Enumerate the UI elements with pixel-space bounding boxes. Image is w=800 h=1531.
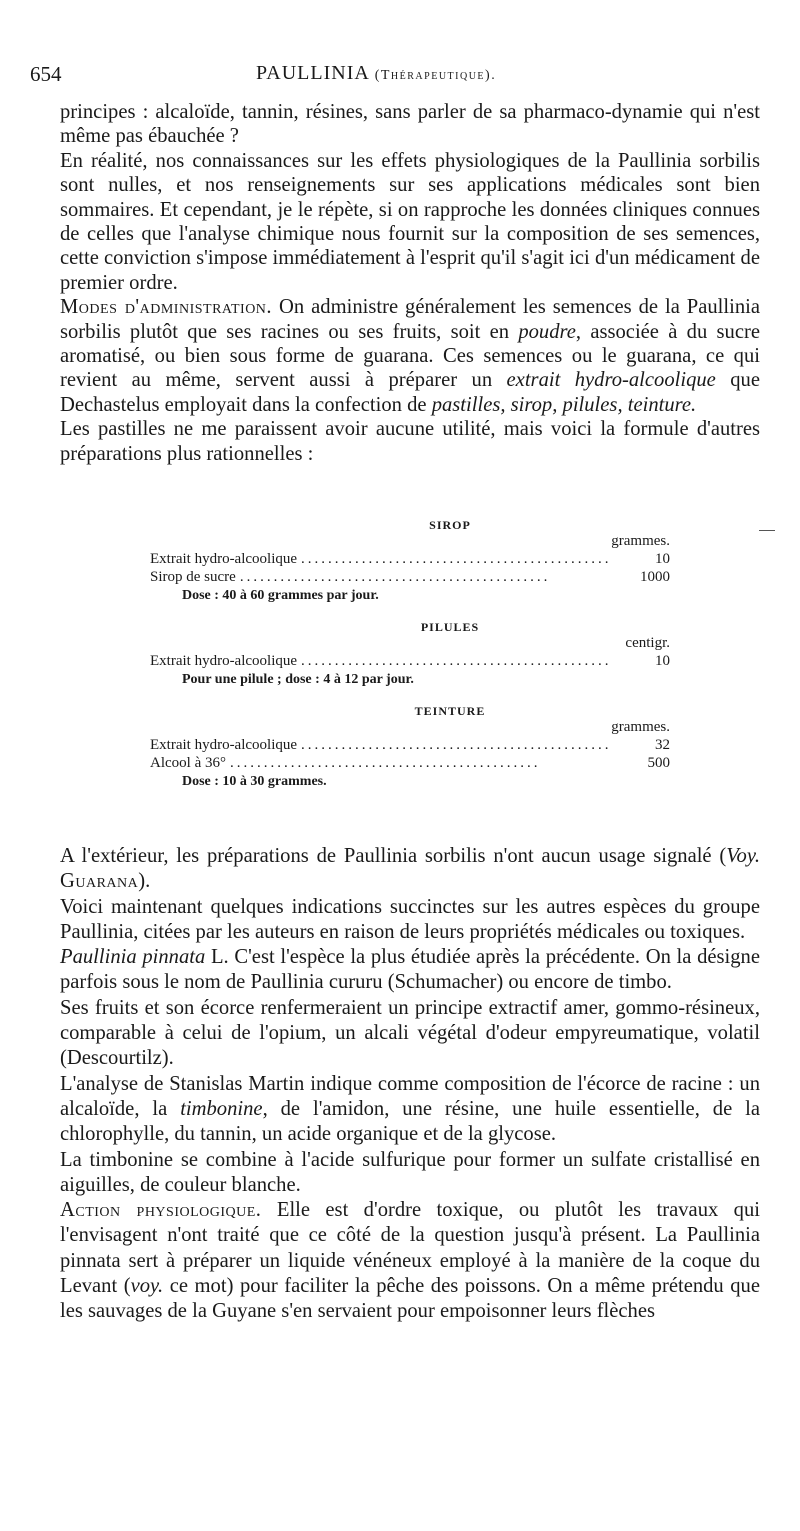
leader-dots: .............................................. [301,653,612,669]
recipe-pilules [150,620,670,690]
recipe-line [150,736,670,754]
running-title [256,62,496,85]
paragraph-principes: principes : alcaloïde, tannin, résines, sans parler de sa pharmaco-dynamie qui n'est même pas ébauchée ? [60,101,760,148]
running-title-sub: (Thérapeutique). [374,68,497,83]
modes-text-2: , associée à du sucre aromatisé, ou bien sous forme de guarana. Ces semences ou le guarana, ce qui revient au même, servent aussi à préparer un [60,320,760,392]
paragraph-fruits: Ses fruits et son écorce renfermeraient un principe extractif amer, gommo-résineux, comparable à celui de l'opium, un alcali végétal d'odeur empyreumatique, volatil (Descourtilz). [60,996,760,1070]
modes-text-3: que Dechastelus employait dans la confection de [60,369,760,416]
leader-dots: .............................................. [301,737,612,753]
paragraph-analyse [60,1072,760,1148]
modes-text-1: On administre généralement les semences de la Paullinia sorbilis plutôt que ses racines ou ses fruits, soit en [60,296,761,343]
modes-em-poudre: poudre [518,320,576,343]
species-name: Paullinia pinnata [60,946,206,969]
paragraph-modes [60,295,760,417]
modes-em-extrait: extrait hydro-alcoolique [506,369,716,392]
ingredient-name: Extrait hydro-alcoolique [150,653,298,669]
recipe-unit: grammes. [611,533,670,549]
timbonine-term: timbonine [180,1097,263,1120]
action-heading: Action physiologique. [60,1199,262,1222]
recipes-block [150,518,670,806]
analyse-text-1: L'analyse de Stanislas Martin indique comme composition de l'écorce de racine : un alcaloïde, la [60,1072,760,1120]
ingredient-qty: 32 [655,737,670,753]
recipe-line [150,652,670,670]
ingredient-qty: 500 [647,755,670,771]
ingredient-qty: 10 [655,551,670,567]
leader-dots: .............................................. [239,569,551,585]
paragraph-pinnata [60,945,760,996]
ingredient-qty: 1000 [640,569,670,585]
paragraph-exterieur [60,844,760,895]
recipe-unit: grammes. [611,719,670,735]
action-voy: voy. [130,1275,164,1298]
paragraph-action [60,1198,760,1324]
leader-dots: .............................................. [301,551,612,567]
exterieur-text-2: ). [138,870,151,893]
ingredient-name: Extrait hydro-alcoolique [150,551,298,567]
action-text-1: Elle est d'ordre toxique, ou plutôt les travaux qui l'envisagent n'ont traité que ce côté de la question jusqu'à présent. La Paullinia pinnata sert à préparer un liquide vénéneux employé à la manière de la coque du Levant ( [60,1199,760,1298]
recipe-dose: Dose : 10 à 30 grammes. [182,774,327,789]
page-header [30,62,770,92]
recipe-sirop [150,518,670,606]
recipe-line [150,550,670,568]
ingredient-name: Alcool à 36° [150,755,226,771]
ingredient-name: Sirop de sucre [150,569,236,585]
paragraph-voici: Voici maintenant quelques indications succinctes sur les autres espèces du groupe Paullinia, citées par les auteurs en raison de leurs propriétés médicales ou toxiques. [60,895,760,943]
recipe-unit: centigr. [625,635,670,651]
recipe-title: PILULES [420,620,480,634]
action-text-2: ce mot) pour faciliter la pêche des poissons. On a même prétendu que les sauvages de la Guyane s'en servaient pour empoisonner leurs flèches [60,1275,760,1323]
paragraph-realite: En réalité, nos connaissances sur les effets physiologiques de la Paullinia sorbilis sont nulles, et nos renseignements sur ses applications médicales sont bien sommaires. Et cependant, je le répète, si on rapproche les données cliniques connues de celles que l'analyse chimique nous fournit sur la composition de ses semences, cette conviction s'impose immédiatement à l'esprit qu'il s'agit ici d'un médicament de premier ordre. [60,149,760,294]
recipe-line [150,754,670,772]
ingredient-name: Extrait hydro-alcoolique [150,737,298,753]
body-text-top [60,100,760,466]
recipe-line [150,568,670,586]
modes-heading: Modes d'administration. [60,296,273,319]
page-number: 654 [30,62,62,86]
running-title-main: PAULLINIA [256,62,369,84]
body-text-bottom [60,844,760,1325]
recipe-dose: Dose : 40 à 60 grammes par jour. [182,588,379,603]
paragraph-pastilles: Les pastilles ne me paraissent avoir aucune utilité, mais voici la formule d'autres préparations plus rationnelles : [60,418,760,465]
guarana-ref: Guarana [60,870,139,893]
recipe-dose: Pour une pilule ; dose : 4 à 12 par jour. [182,672,414,687]
ingredient-qty: 10 [655,653,670,669]
recipe-teinture [150,704,670,792]
margin-dash [759,530,775,531]
paragraph-timbonine: La timbonine se combine à l'acide sulfurique pour former un sulfate cristallisé en aiguilles, de couleur blanche. [60,1148,760,1196]
recipe-title: TEINTURE [414,704,486,718]
voy-ref: Voy. [726,845,760,867]
leader-dots: .............................................. [229,755,541,771]
pinnata-text: L. C'est l'espèce la plus étudiée après la précédente. On la désigne parfois sous le nom de Paullinia cururu (Schumacher) ou encore de timbo. [60,946,760,994]
exterieur-text-1: A l'extérieur, les préparations de Paullinia sorbilis n'ont aucun usage signalé ( [60,845,727,867]
modes-em-forms: pastilles, sirop, pilules, teinture. [431,393,697,416]
recipe-title: SIROP [429,518,471,532]
analyse-text-2: , de l'amidon, une résine, une huile essentielle, de la chlorophylle, du tannin, un acide organique et de la glycose. [60,1097,760,1146]
